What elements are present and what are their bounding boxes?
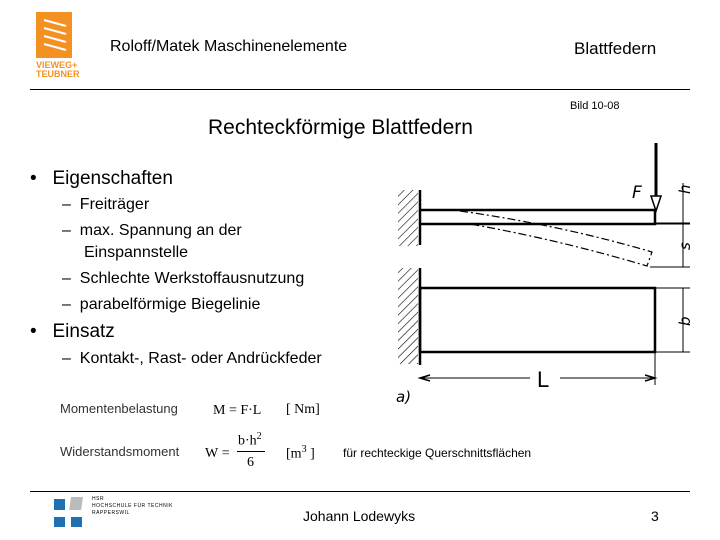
moment-label: Momentenbelastung xyxy=(60,401,178,416)
w-denominator: 6 xyxy=(247,455,254,470)
width-label: b xyxy=(676,316,694,326)
spring-side-view xyxy=(420,210,655,224)
wall-hatch xyxy=(398,268,418,364)
page-number: 3 xyxy=(651,508,659,524)
moment-unit: [ Nm] xyxy=(286,402,320,417)
hsr-logo xyxy=(54,497,90,534)
fraction-bar xyxy=(237,451,265,452)
bullet-einsatz: • Einsatz xyxy=(30,321,115,342)
thickness-label: h xyxy=(676,184,694,194)
list-item: – Schlechte Werkstoffausnutzung xyxy=(62,270,305,287)
w-numerator: $b\cdot h^2$ xyxy=(238,431,262,449)
w-unit: [$m^3$ ] xyxy=(286,444,315,462)
spring-top-view xyxy=(420,288,655,352)
list-item: – max. Spannung an der xyxy=(62,222,242,239)
footer-divider xyxy=(30,491,690,492)
author: Johann Lodewyks xyxy=(303,508,416,524)
leaf-spring-diagram xyxy=(390,135,700,415)
publisher-logo xyxy=(36,12,86,78)
svg-text:VIEWEG+: VIEWEG+ xyxy=(36,60,78,70)
list-item: – Freiträger xyxy=(62,196,150,213)
hsr-name: HSR HOCHSCHULE FÜR TECHNIK RAPPERSWIL xyxy=(92,496,173,516)
bullet-eigenschaften: • Eigenschaften xyxy=(30,168,173,189)
force-label: F xyxy=(632,183,642,203)
deflection-label: s xyxy=(676,242,694,250)
list-item: Einspannstelle xyxy=(84,244,189,261)
w-lhs: W = xyxy=(205,446,230,461)
list-item: – parabelförmige Biegelinie xyxy=(62,296,261,313)
subfigure-label: a) xyxy=(396,388,412,406)
wall-hatch xyxy=(398,190,418,246)
length-label: L xyxy=(537,367,550,392)
slide-title: Rechteckförmige Blattfedern xyxy=(208,116,473,139)
book-title: Roloff/Matek Maschinenelemente xyxy=(110,38,348,55)
deflection-line xyxy=(460,211,652,266)
w-label: Widerstandsmoment xyxy=(60,444,180,459)
list-item: – Kontakt-, Rast- oder Andrückfeder xyxy=(62,350,322,367)
topic-title: Blattfedern xyxy=(574,39,657,58)
cross-section-note: für rechteckige Querschnittsflächen xyxy=(343,446,532,460)
header-divider xyxy=(30,89,690,90)
figure-ref: Bild 10-08 xyxy=(570,100,620,112)
svg-text:TEUBNER: TEUBNER xyxy=(36,69,80,78)
moment-formula: M = F·L xyxy=(213,403,262,418)
